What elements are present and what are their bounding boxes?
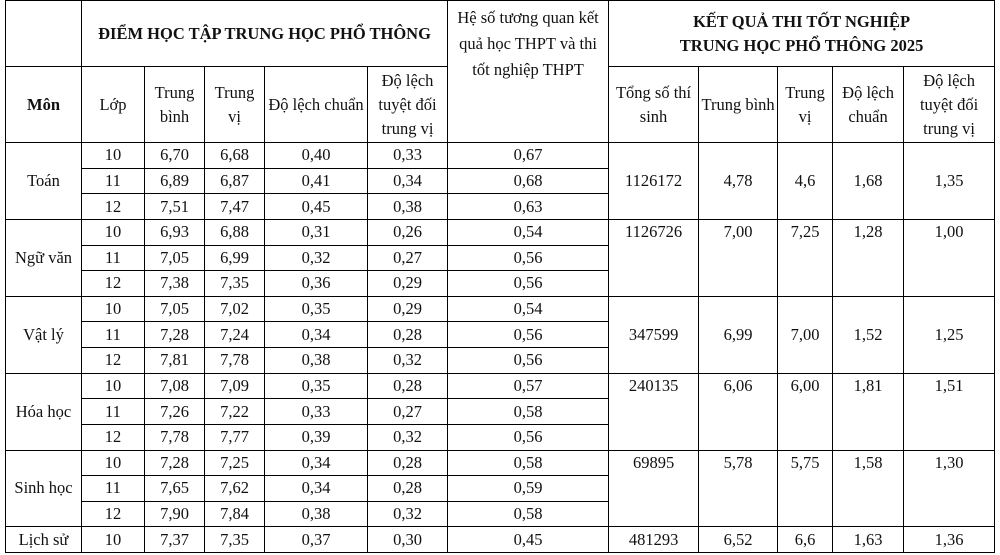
exam-mad-cell: 1,30 xyxy=(904,450,995,527)
mean-header: Trung bình xyxy=(145,67,205,143)
mad-cell: 0,33 xyxy=(368,143,448,169)
exam-median-cell: 6,6 xyxy=(778,527,833,553)
correlation-cell: 0,57 xyxy=(448,373,609,399)
correlation-cell: 0,45 xyxy=(448,527,609,553)
correlation-cell: 0,54 xyxy=(448,219,609,245)
exam-mean-header: Trung bình xyxy=(699,67,778,143)
median-cell: 7,35 xyxy=(205,527,265,553)
exam-mad-cell: 1,35 xyxy=(904,143,995,220)
mean-cell: 6,89 xyxy=(145,168,205,194)
std-cell: 0,35 xyxy=(265,296,368,322)
exam-std-header: Độ lệch chuẩn xyxy=(833,67,904,143)
median-cell: 6,88 xyxy=(205,219,265,245)
exam-total-cell: 347599 xyxy=(609,296,699,373)
median-cell: 7,35 xyxy=(205,271,265,297)
median-cell: 7,25 xyxy=(205,450,265,476)
exam-mean-cell: 5,78 xyxy=(699,450,778,527)
mean-cell: 7,28 xyxy=(145,450,205,476)
correlation-cell: 0,56 xyxy=(448,348,609,374)
exam-median-cell: 4,6 xyxy=(778,143,833,220)
results-table xyxy=(5,0,995,553)
table-row xyxy=(6,373,995,399)
mean-cell: 7,28 xyxy=(145,322,205,348)
correlation-cell: 0,56 xyxy=(448,271,609,297)
grade-cell: 10 xyxy=(82,296,145,322)
std-cell: 0,34 xyxy=(265,476,368,502)
table-row xyxy=(6,143,995,169)
median-cell: 6,99 xyxy=(205,245,265,271)
mean-cell: 7,81 xyxy=(145,348,205,374)
table-row xyxy=(6,527,995,553)
mean-cell: 7,37 xyxy=(145,527,205,553)
table-body xyxy=(6,143,995,553)
grade-cell: 10 xyxy=(82,219,145,245)
exam-mad-cell: 1,51 xyxy=(904,373,995,450)
std-cell: 0,45 xyxy=(265,194,368,220)
correlation-cell: 0,58 xyxy=(448,399,609,425)
mean-cell: 7,65 xyxy=(145,476,205,502)
grade-cell: 12 xyxy=(82,271,145,297)
exam-median-header: Trung vị xyxy=(778,67,833,143)
exam-mad-cell: 1,00 xyxy=(904,219,995,296)
exam-total-header: Tổng số thí sinh xyxy=(609,67,699,143)
mad-cell: 0,27 xyxy=(368,399,448,425)
exam-total-cell: 69895 xyxy=(609,450,699,527)
correlation-cell: 0,58 xyxy=(448,501,609,527)
correlation-cell: 0,67 xyxy=(448,143,609,169)
mad-cell: 0,32 xyxy=(368,501,448,527)
grade-cell: 10 xyxy=(82,450,145,476)
std-cell: 0,34 xyxy=(265,450,368,476)
exam-std-cell: 1,68 xyxy=(833,143,904,220)
subject-header: Môn xyxy=(6,67,82,143)
exam-total-cell: 1126726 xyxy=(609,219,699,296)
exam-mad-cell: 1,25 xyxy=(904,296,995,373)
mad-cell: 0,27 xyxy=(368,245,448,271)
std-cell: 0,37 xyxy=(265,527,368,553)
exam-median-cell: 5,75 xyxy=(778,450,833,527)
exam-total-cell: 1126172 xyxy=(609,143,699,220)
std-cell: 0,35 xyxy=(265,373,368,399)
exam-total-cell: 481293 xyxy=(609,527,699,553)
median-cell: 7,22 xyxy=(205,399,265,425)
mad-cell: 0,38 xyxy=(368,194,448,220)
grade-cell: 10 xyxy=(82,527,145,553)
median-cell: 6,87 xyxy=(205,168,265,194)
grade-cell: 11 xyxy=(82,399,145,425)
mean-cell: 7,08 xyxy=(145,373,205,399)
grade-cell: 12 xyxy=(82,501,145,527)
exam-mad-cell: 1,36 xyxy=(904,527,995,553)
correlation-cell: 0,58 xyxy=(448,450,609,476)
subject-name-cell: Toán xyxy=(6,143,82,220)
exam-mean-cell: 6,06 xyxy=(699,373,778,450)
table-row xyxy=(6,450,995,476)
exam-total-cell: 240135 xyxy=(609,373,699,450)
exam-median-cell: 7,25 xyxy=(778,219,833,296)
mad-header: Độ lệch tuyệt đối trung vị xyxy=(368,67,448,143)
grade-cell: 12 xyxy=(82,424,145,450)
std-cell: 0,41 xyxy=(265,168,368,194)
exam-mad-header: Độ lệch tuyệt đối trung vị xyxy=(904,67,995,143)
mad-cell: 0,28 xyxy=(368,450,448,476)
correlation-cell: 0,68 xyxy=(448,168,609,194)
std-cell: 0,38 xyxy=(265,348,368,374)
exam-mean-cell: 7,00 xyxy=(699,219,778,296)
median-cell: 6,68 xyxy=(205,143,265,169)
exam-mean-cell: 4,78 xyxy=(699,143,778,220)
grade-cell: 11 xyxy=(82,322,145,348)
mad-cell: 0,32 xyxy=(368,424,448,450)
mad-cell: 0,28 xyxy=(368,322,448,348)
mad-cell: 0,29 xyxy=(368,271,448,297)
exam-median-cell: 6,00 xyxy=(778,373,833,450)
exam-std-cell: 1,52 xyxy=(833,296,904,373)
std-cell: 0,34 xyxy=(265,322,368,348)
mean-cell: 7,26 xyxy=(145,399,205,425)
std-cell: 0,39 xyxy=(265,424,368,450)
mean-cell: 7,90 xyxy=(145,501,205,527)
std-cell: 0,32 xyxy=(265,245,368,271)
exam-results-group-header xyxy=(609,1,995,67)
subject-name-cell: Ngữ văn xyxy=(6,219,82,296)
median-cell: 7,78 xyxy=(205,348,265,374)
mad-cell: 0,28 xyxy=(368,373,448,399)
exam-median-cell: 7,00 xyxy=(778,296,833,373)
grade-cell: 11 xyxy=(82,245,145,271)
corner-cell xyxy=(6,1,82,67)
median-cell: 7,47 xyxy=(205,194,265,220)
median-cell: 7,02 xyxy=(205,296,265,322)
std-cell: 0,38 xyxy=(265,501,368,527)
exam-std-cell: 1,63 xyxy=(833,527,904,553)
median-header: Trung vị xyxy=(205,67,265,143)
median-cell: 7,77 xyxy=(205,424,265,450)
std-cell: 0,36 xyxy=(265,271,368,297)
table-row xyxy=(6,219,995,245)
exam-results-header-line2: TRUNG HỌC PHỔ THÔNG 2025 xyxy=(679,35,924,55)
mad-cell: 0,32 xyxy=(368,348,448,374)
median-cell: 7,62 xyxy=(205,476,265,502)
correlation-cell: 0,59 xyxy=(448,476,609,502)
correlation-cell: 0,56 xyxy=(448,322,609,348)
exam-std-cell: 1,58 xyxy=(833,450,904,527)
exam-std-cell: 1,28 xyxy=(833,219,904,296)
correlation-header: Hệ số tương quan kết quả học THPT và thi tốt nghiệp THPT xyxy=(448,1,609,143)
subject-name-cell: Sinh học xyxy=(6,450,82,527)
std-header: Độ lệch chuẩn xyxy=(265,67,368,143)
grade-header: Lớp xyxy=(82,67,145,143)
mad-cell: 0,28 xyxy=(368,476,448,502)
mean-cell: 7,78 xyxy=(145,424,205,450)
mean-cell: 6,70 xyxy=(145,143,205,169)
std-cell: 0,31 xyxy=(265,219,368,245)
std-cell: 0,40 xyxy=(265,143,368,169)
subject-name-cell: Lịch sử xyxy=(6,527,82,553)
mean-cell: 6,93 xyxy=(145,219,205,245)
exam-mean-cell: 6,52 xyxy=(699,527,778,553)
correlation-cell: 0,56 xyxy=(448,424,609,450)
table-row xyxy=(6,296,995,322)
mean-cell: 7,05 xyxy=(145,245,205,271)
mean-cell: 7,38 xyxy=(145,271,205,297)
mad-cell: 0,30 xyxy=(368,527,448,553)
grade-cell: 11 xyxy=(82,476,145,502)
mad-cell: 0,29 xyxy=(368,296,448,322)
correlation-cell: 0,56 xyxy=(448,245,609,271)
subject-name-cell: Hóa học xyxy=(6,373,82,450)
grade-cell: 12 xyxy=(82,194,145,220)
median-cell: 7,84 xyxy=(205,501,265,527)
correlation-cell: 0,54 xyxy=(448,296,609,322)
mad-cell: 0,26 xyxy=(368,219,448,245)
grade-cell: 10 xyxy=(82,143,145,169)
mean-cell: 7,05 xyxy=(145,296,205,322)
exam-results-header-line1: KẾT QUẢ THI TỐT NGHIỆP xyxy=(693,11,911,31)
grade-cell: 12 xyxy=(82,348,145,374)
std-cell: 0,33 xyxy=(265,399,368,425)
median-cell: 7,09 xyxy=(205,373,265,399)
subject-name-cell: Vật lý xyxy=(6,296,82,373)
mean-cell: 7,51 xyxy=(145,194,205,220)
mad-cell: 0,34 xyxy=(368,168,448,194)
median-cell: 7,24 xyxy=(205,322,265,348)
exam-std-cell: 1,81 xyxy=(833,373,904,450)
grade-cell: 10 xyxy=(82,373,145,399)
grade-cell: 11 xyxy=(82,168,145,194)
school-grades-group-header: ĐIỂM HỌC TẬP TRUNG HỌC PHỔ THÔNG xyxy=(82,1,448,67)
exam-mean-cell: 6,99 xyxy=(699,296,778,373)
correlation-cell: 0,63 xyxy=(448,194,609,220)
